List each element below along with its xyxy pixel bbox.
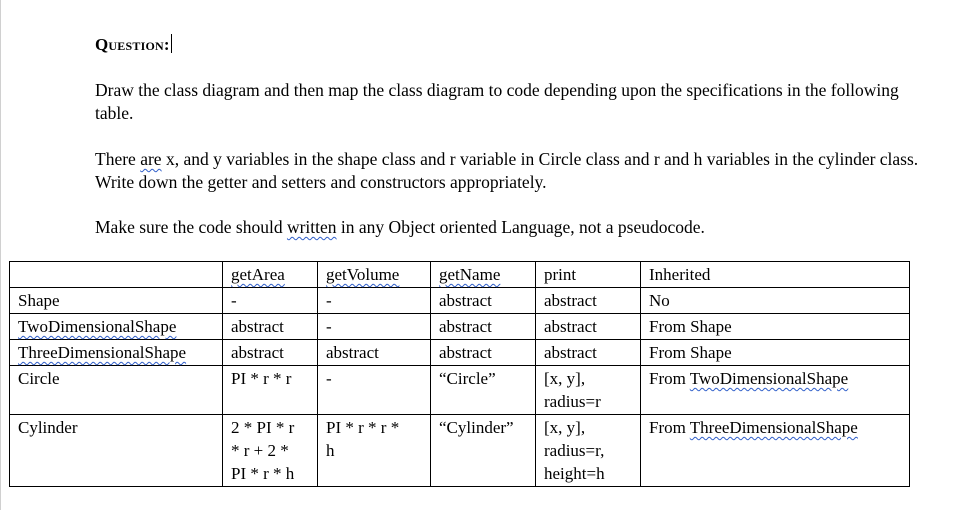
getarea-cell: abstract xyxy=(223,314,318,340)
getvolume-cell: abstract xyxy=(318,340,431,366)
getarea-line: PI * r * r xyxy=(231,369,292,388)
instruction-paragraph-3 xyxy=(95,216,925,239)
header-cell-empty xyxy=(10,262,223,288)
p2-text-a: There xyxy=(95,149,141,169)
getarea-cell: abstract xyxy=(223,340,318,366)
getarea-line: PI * r * h xyxy=(231,464,295,483)
getvolume-line: PI * r * r * xyxy=(326,418,400,437)
getname-cell: abstract xyxy=(431,314,536,340)
specification-table xyxy=(9,261,910,487)
inherited-cell xyxy=(641,366,910,415)
print-cell: abstract xyxy=(536,340,641,366)
page-left-edge xyxy=(0,0,1,510)
inherited-prefix: From xyxy=(649,418,690,437)
class-name-cell xyxy=(10,314,223,340)
question-heading[interactable] xyxy=(95,34,172,55)
p3-text-a: Make sure the code should xyxy=(95,217,287,237)
header-getname-text: getName xyxy=(439,265,501,284)
header-getarea-text: getArea xyxy=(231,265,285,284)
table-header-row xyxy=(10,262,910,288)
print-line: height=h xyxy=(544,464,605,483)
class-name-text: TwoDimensionalShape xyxy=(18,317,177,336)
inherited-cell: No xyxy=(641,288,910,314)
header-getvolume-text: getVolume xyxy=(326,265,400,284)
class-name-cell: Shape xyxy=(10,288,223,314)
class-name-cell: Cylinder xyxy=(10,415,223,487)
getarea-line: * r + 2 * xyxy=(231,441,289,460)
table-row xyxy=(10,366,910,415)
header-cell-getarea xyxy=(223,262,318,288)
getarea-cell xyxy=(223,366,318,415)
print-line: radius=r xyxy=(544,392,601,411)
spellcheck-word-written[interactable]: written xyxy=(286,217,337,237)
print-cell: abstract xyxy=(536,288,641,314)
instruction-paragraph-2 xyxy=(95,148,925,194)
print-cell: abstract xyxy=(536,314,641,340)
table-row xyxy=(10,314,910,340)
class-name-cell xyxy=(10,340,223,366)
getname-cell: abstract xyxy=(431,288,536,314)
getarea-line: 2 * PI * r xyxy=(231,418,295,437)
class-name-text: ThreeDimensionalShape xyxy=(18,343,187,362)
question-heading-text: Question: xyxy=(95,35,170,54)
table-row xyxy=(10,415,910,487)
getvolume-cell: - xyxy=(318,314,431,340)
p2-text-b: x, and y variables in the shape class and r variable in Circle class and r and h variables in the cylinder class. Write down the getter and setters and constructors appropriately. xyxy=(95,149,919,192)
getvolume-cell: - xyxy=(318,288,431,314)
table-row xyxy=(10,340,910,366)
inherited-cell: From Shape xyxy=(641,314,910,340)
header-cell-print: print xyxy=(536,262,641,288)
header-cell-getname xyxy=(431,262,536,288)
inherited-class-name: ThreeDimensionalShape xyxy=(689,418,858,437)
class-name-cell: Circle xyxy=(10,366,223,415)
getarea-cell xyxy=(223,415,318,487)
inherited-prefix: From xyxy=(649,369,690,388)
header-cell-getvolume xyxy=(318,262,431,288)
getvolume-cell xyxy=(318,415,431,487)
getarea-cell: - xyxy=(223,288,318,314)
print-line: radius=r, xyxy=(544,441,605,460)
spellcheck-word-are[interactable]: are xyxy=(140,149,162,169)
p3-text-b: in any Object oriented Language, not a pseudocode. xyxy=(336,217,705,237)
inherited-cell xyxy=(641,415,910,487)
inherited-cell: From Shape xyxy=(641,340,910,366)
print-line: [x, y], xyxy=(544,369,586,388)
getvolume-cell: - xyxy=(318,366,431,415)
instruction-paragraph-1: Draw the class diagram and then map the class diagram to code depending upon the specifications in the following table. xyxy=(95,80,899,123)
print-cell xyxy=(536,415,641,487)
inherited-class-name: TwoDimensionalShape xyxy=(689,369,849,388)
getname-cell: “Circle” xyxy=(431,366,536,415)
table-row xyxy=(10,288,910,314)
getname-cell: abstract xyxy=(431,340,536,366)
header-cell-inherited: Inherited xyxy=(641,262,910,288)
getvolume-line: h xyxy=(326,441,335,460)
getname-cell: “Cylinder” xyxy=(431,415,536,487)
text-cursor xyxy=(171,34,172,53)
print-cell xyxy=(536,366,641,415)
print-line: [x, y], xyxy=(544,418,586,437)
